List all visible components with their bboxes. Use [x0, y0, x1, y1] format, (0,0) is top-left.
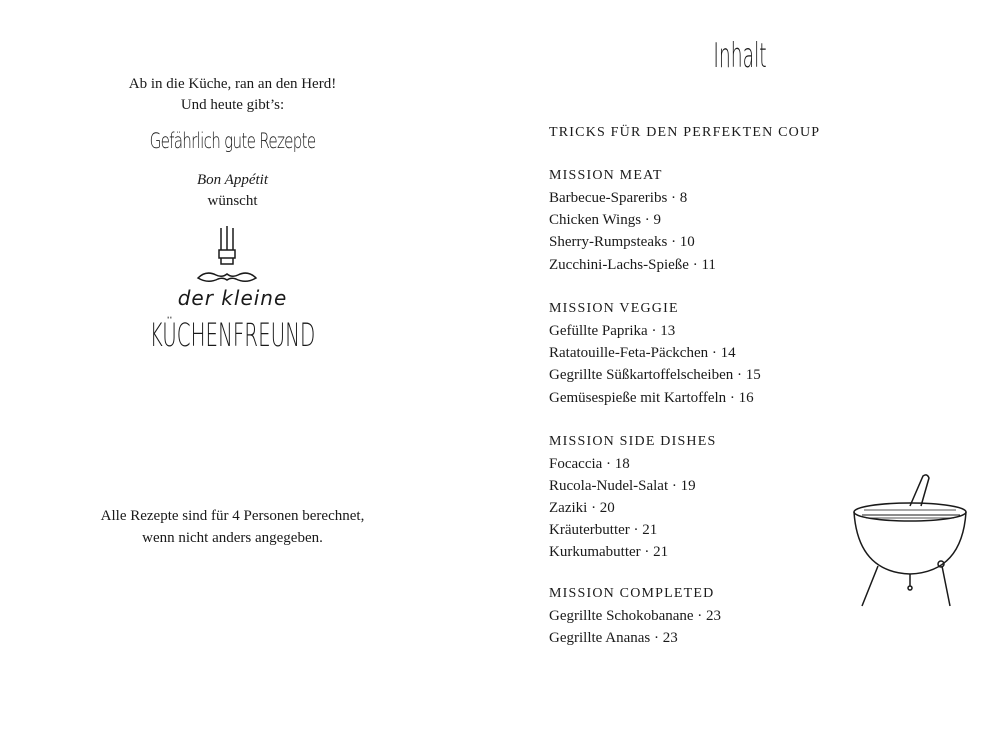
- toc-item[interactable]: Sherry-Rumpsteaks · 10: [549, 234, 695, 250]
- toc-item[interactable]: Zucchini-Lachs-Spieße · 11: [549, 257, 716, 273]
- servings-note-line-1: Alle Rezepte sind für 4 Personen berechnet,: [100, 508, 365, 524]
- book-title: Gefährlich gute Rezepte: [149, 129, 316, 153]
- toc-item[interactable]: Gemüsespieße mit Kartoffeln · 16: [549, 390, 754, 406]
- toc-item[interactable]: Chicken Wings · 9: [549, 212, 662, 228]
- servings-note-line-2: wenn nicht anders angegeben.: [142, 530, 323, 546]
- toc-heading: MISSION MEAT: [549, 168, 663, 183]
- toc-section-side-dishes: [549, 431, 716, 563]
- toc-section-veggie: [549, 298, 761, 409]
- toc-heading: MISSION COMPLETED: [549, 586, 715, 601]
- toc-item[interactable]: Zaziki · 20: [549, 500, 615, 516]
- greeting-line: wünscht: [207, 193, 258, 209]
- toc-item[interactable]: Gegrillte Ananas · 23: [549, 630, 678, 646]
- intro-line-1: Ab in die Küche, ran an den Herd!: [128, 76, 337, 92]
- toc-item[interactable]: Barbecue-Spareribs · 8: [549, 190, 688, 206]
- toc-item[interactable]: Kräuterbutter · 21: [549, 522, 658, 538]
- toc-item[interactable]: Kurkumabutter · 21: [549, 544, 669, 560]
- logo-caps-text: KÜCHENFREUND: [149, 316, 316, 354]
- toc-heading: TRICKS FÜR DEN PERFEKTEN COUP: [549, 125, 821, 140]
- intro-line-2: Und heute gibt’s:: [180, 97, 285, 113]
- toc-item[interactable]: Ratatouille-Feta-Päckchen · 14: [549, 345, 736, 361]
- toc-item[interactable]: Focaccia · 18: [549, 456, 630, 472]
- logo-script-text: der kleine: [177, 286, 288, 310]
- toc-heading: MISSION SIDE DISHES: [549, 434, 717, 449]
- greeting-italic: Bon Appétit: [197, 172, 268, 188]
- toc-item[interactable]: Gegrillte Süßkartoffelscheiben · 15: [549, 367, 761, 383]
- chef-hat-icon: [219, 226, 235, 264]
- toc-item[interactable]: Gegrillte Schokobanane · 23: [549, 608, 722, 624]
- toc-section-completed: [549, 583, 721, 649]
- toc-section-meat: [549, 165, 716, 276]
- kettle-grill-icon: [848, 474, 972, 610]
- toc-section-tricks: [549, 122, 820, 144]
- mustache-icon: [198, 273, 256, 281]
- left-page: [0, 0, 465, 750]
- toc-title: Inhalt: [713, 36, 767, 76]
- toc-item[interactable]: Rucola-Nudel-Salat · 19: [549, 478, 696, 494]
- toc-heading: MISSION VEGGIE: [549, 301, 679, 316]
- toc-item[interactable]: Gefüllte Paprika · 13: [549, 323, 676, 339]
